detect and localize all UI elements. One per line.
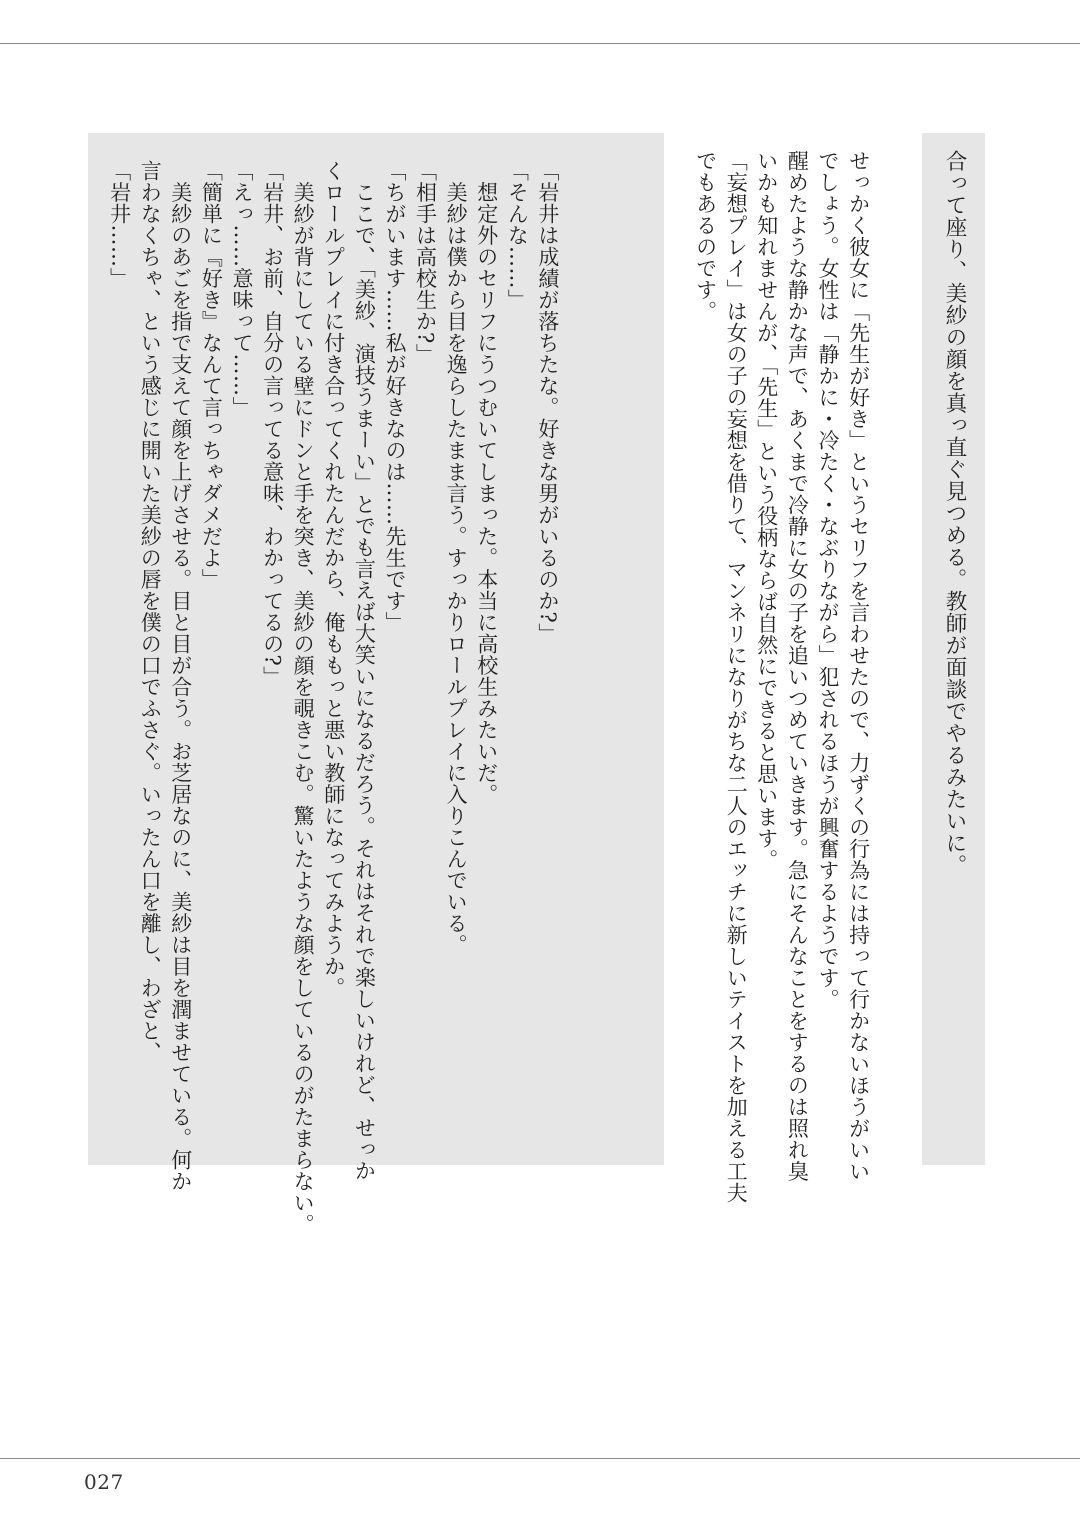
story-line: 「簡単に『好き』なんて言っちゃダメだよ」 [199,160,224,590]
intro-line: いかも知れませんが、「先生」という役柄ならば自然にできると思います。 [754,150,779,871]
page-number: 027 [84,1470,124,1494]
intro-line: 醒めたような静かな声で、あくまで冷静に女の子を追いつめていきます。急にそんなことをするのは照れ臭 [785,150,810,1182]
story-line: 「ちがいます……私が好きなのは……先生です」 [382,160,407,633]
heading-text [938,150,970,1150]
story-text [104,160,563,1235]
intro-text [690,150,874,1204]
story-line: 「えっ……意味って……」 [229,160,254,418]
story-line: 美紗のあごを指で支えて顔を上げさせる。目と目が合う。お芝居なのに、美紗は目を潤ませている。何か [168,160,193,1192]
story-line: 「相手は高校生か?」 [413,160,438,366]
intro-line: でしょう。女性は「静かに・冷たく・なぶりながら」犯されるほうが興奮するようです。 [815,150,840,1010]
bottom-rule [0,1458,1080,1459]
intro-line: せっかく彼女に「先生が好き」というセリフを言わせたので、力ずくの行為には持って行かないほうがいい [846,150,871,1182]
story-line: 美紗は僕から目を逸らしたまま言う。すっかりロールプレイに入りこんでいる。 [444,160,469,956]
story-line: 「岩井……」 [107,160,132,289]
story-line: 「岩井は成績が落ちたな。好きな男がいるのか?」 [535,160,560,645]
story-line: 美紗が背にしている壁にドンと手を突き、美紗の顔を覗きこむ。驚いたような顔をしているのがたまらない。 [291,160,316,1235]
story-line: 「そんな……」 [505,160,530,311]
story-line: ここで、「美紗、演技うまーい」とでも言えば大笑いになるだろう。それはそれで楽しいけれど、せっか [352,160,377,1182]
story-line: 想定外のセリフにうつむいてしまった。本当に高校生みたいだ。 [474,160,499,805]
heading-line: 合って座り、美紗の顔を真っ直ぐ見つめる。教師が面談でやるみたいに。 [942,150,967,876]
story-line: くロールプレイに付き合ってくれたんだから、俺ももっと悪い教師になってみようか。 [321,160,346,999]
story-line: 言わなくちゃ、という感じに開いた美紗の唇を僕の口でふさぐ。いったん口を離し、わざと、 [138,160,163,1063]
intro-line: でもあるのです。 [693,150,718,322]
story-line: 「岩井、お前、自分の言ってる意味、わかってるの?」 [260,160,285,688]
intro-line: 「妄想プレイ」は女の子の妄想を借りて、マンネリになりがちな二人のエッチに新しいテイストを加える工夫 [724,150,749,1204]
top-rule [0,43,1080,44]
